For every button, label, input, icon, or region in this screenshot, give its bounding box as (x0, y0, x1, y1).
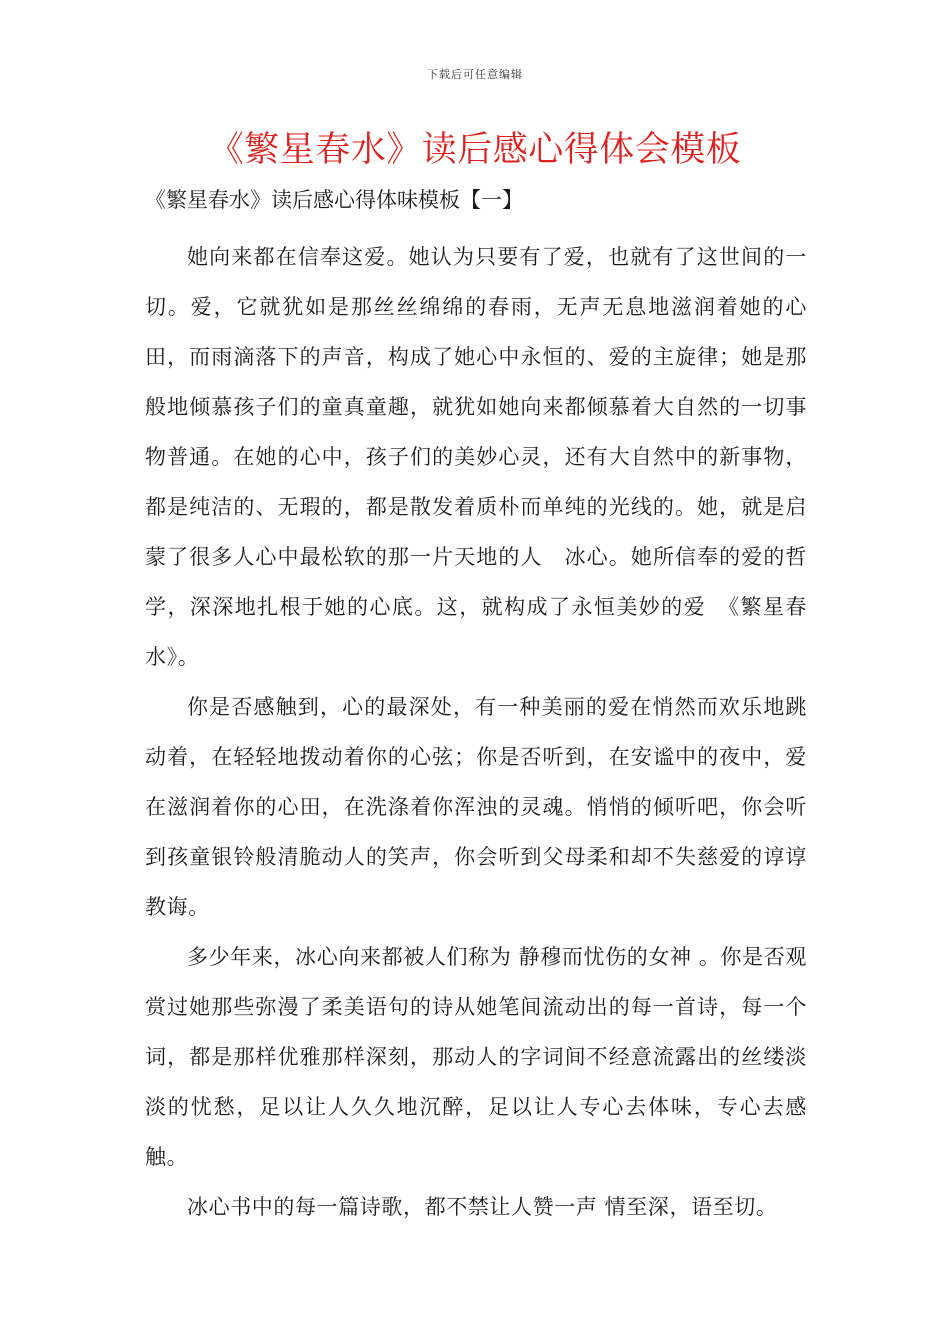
paragraph-2: 你是否感触到，心的最深处，有一种美丽的爱在悄然而欢乐地跳动着，在轻轻地拨动着你的心弦；你是否听到，在安谧中的夜中，爱在滋润着你的心田，在洗涤着你浑浊的灵魂。悄悄的倾听吧，你会听到孩童银铃般清脆动人的笑声，你会听到父母柔和却不失慈爱的谆谆教诲。 (145, 695, 807, 919)
body-text (145, 232, 807, 1232)
paragraph-4: 冰心书中的每一篇诗歌，都不禁让人赞一声 情至深，语至切。 (187, 1195, 778, 1219)
header-note: 下载后可任意编辑 (427, 68, 523, 81)
paragraph-1: 她向来都在信奉这爱。她认为只要有了爱，也就有了这世间的一切。爱，它就犹如是那丝丝绵绵的春雨，无声无息地滋润着她的心田，而雨滴落下的声音，构成了她心中永恒的、爱的主旋律；她是那般地倾慕孩子们的童真童趣，就犹如她向来都倾慕着大自然的一切事物普通。在她的心中，孩子们的美妙心灵，还有大自然中的新事物，都是纯洁的、无瑕的，都是散发着质朴而单纯的光线的。她，就是启蒙了很多人心中最松软的那一片天地的人 冰心。她所信奉的爱的哲学，深深地扎根于她的心底。这，就构成了永恒美妙的爱 《繁星春水》。 (145, 245, 807, 669)
paragraph-3: 多少年来，冰心向来都被人们称为 静穆而忧伤的女神 。你是否观赏过她那些弥漫了柔美语句的诗从她笔间流动出的每一首诗，每一个词，都是那样优雅那样深刻，那动人的字词间不经意流露出的丝缕淡淡的忧愁，足以让人久久地沉醉，足以让人专心去体味，专心去感触。 (145, 945, 807, 1169)
document-title: 《繁星春水》读后感心得体会模板 (208, 130, 742, 170)
section-subtitle: 《繁星春水》读后感心得体味模板【一】 (145, 188, 523, 212)
